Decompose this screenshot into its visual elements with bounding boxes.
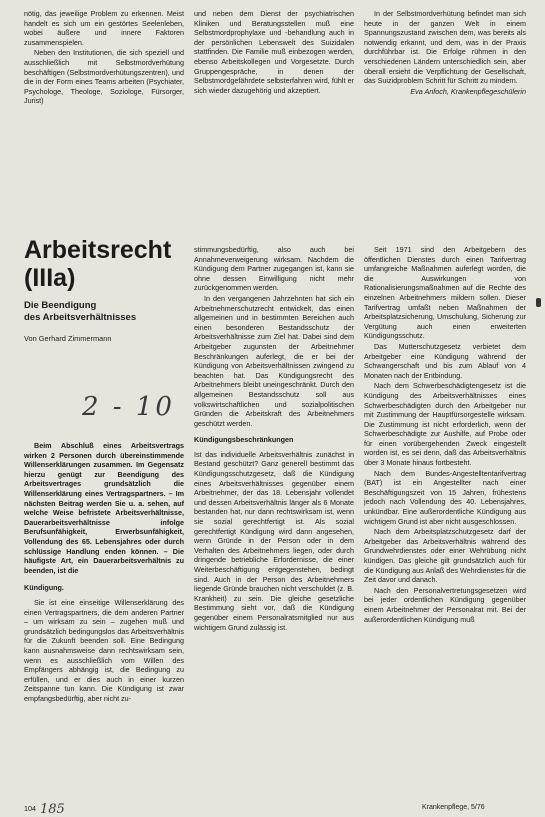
paragraph: Das Mutterschutzgesetz verbietet dem Arbeitgeber eine Kündigung während der Schwangerschaft und bis zum Ablauf von 4 Monaten nach der Entbindung. (364, 341, 526, 380)
top-column-3 (364, 9, 526, 159)
body-column-2 (194, 245, 354, 795)
article-header (24, 236, 189, 343)
paragraph: In der Selbstmordverhütung befindet man sich heute in der ganzen Welt in einem Spannungszustand zwischen dem, was bereits als notwendig erkannt, und dem, was in der Praxis durchführbar ist. Die Erfolge rühmen in den verschiedenen Ländern unterschiedlich sein, aber überall ersieht die Verpflichtung der Gesellschaft, das Suizidproblem Schritt für Schritt zu mindern. (364, 9, 526, 86)
article-title (24, 236, 189, 292)
article-lead (24, 441, 184, 593)
page-number: 104 (24, 804, 36, 813)
paragraph: Nach dem Schwerbeschädigtengesetz ist die Kündigung des Arbeitsverhältnisses eines Schwerbeschädigten durch den Arbeitgeber nur mit Zustimmung der Hauptfürsorgestelle wirksam. Die Zustimmung ist nicht erforderlich, wenn der Schwerbeschädigte zur Aushilfe, auf Probe oder für einen vorübergehenden Zweck eingestellt worden ist, es sei denn, daß das Arbeitsverhältnis über 3 Monate hinaus fortbesteht. (364, 381, 526, 468)
handwritten-annotation: 2 - 10 (82, 392, 175, 422)
lead-text: Beim Abschluß eines Arbeitsvertrags wirken 2 Personen durch übereinstimmende Willenserklärungen zusammen. Im Gegensatz hierzu genügt zur Beendigung des Arbeitsvertrages grundsätzlich die Willenserklärung eines Vertragspartners. – Im nächsten Beitrag werden Sie u. a. sehen, auf welche Weise befristete Arbeitsverhältnisse, Dauerarbeitsverhältnisse infolge Berufsunfähigkeit, Erwerbsunfähigkeit, Vollendung des 65. Lebensjahres oder durch schlüssige Handlung enden können. – Die häufigste Art, ein Dauerarbeitsverhältnis zu beenden, ist die (24, 441, 184, 575)
title-line: (IIIa) (24, 264, 76, 292)
paragraph: Neben den Institutionen, die sich speziell und ausschließlich mit Selbstmordverhütung beschäftigen (Selbstmordverhütungszentren), und die in der Form eines Teams arbeiten (Psychiater, Psychologe, Theologe, Soziologe, Fürsorger, Jurist) (24, 48, 184, 106)
paragraph: und neben dem Dienst der psychiatrischen Kliniken und Beratungsstellen muß eine Selbstmordprophylaxe und -behandlung auch in der persönlichen Lebenswelt des Suizidalen stattfinden. Die Familie muß einbezogen werden, ebenso Arbeitskollegen und Vorgesetzte. Durch Gruppengespräche, in denen der Selbstmordgefährdete selbsterfahren wird, fühlt er sich wieder dazugehörig und akzeptiert. (194, 9, 354, 95)
binder-hole-mark (536, 298, 541, 307)
paragraph: Nach dem Bundes-Angestelltentarifvertrag (BAT) ist ein Angestellter nach einer Beschäftigungszeit von 15 Jahren, frühestens jedoch nach Vollendung des 40. Lebensjahres, unkündbar. Eine außerordentliche Kündigung aus wichtigem Grund ist aber nicht ausgeschlossen. (364, 468, 526, 526)
body-column-3 (364, 245, 526, 795)
paragraph: In den vergangenen Jahrzehnten hat sich ein Arbeitnehmerschutzrecht entwickelt, das einen allgemeinen und in bestimmten Bereichen auch einen besonderen Bestandsschutz der Arbeitsverhältnisse zum Ziel hat. Dabei sind dem Arbeitgeber zugunsten der Arbeitnehmer Beschränkungen auferlegt, die er bei der Kündigung von Arbeitsverhältnissen zwingend zu beachten hat. Das Kündigungsrecht des Arbeitnehmers bleibt uneingeschränkt. Durch den allgemeinen Bestandsschutz soll aus volkswirtschaftlichen und sozialpolitischen Gründen die Arbeitskraft des Arbeitnehmers geschützt werden. (194, 293, 354, 428)
journal-reference: Krankenpflege, 5/76 (422, 804, 485, 811)
handwritten-page-number: 185 (40, 802, 65, 817)
paragraph: nötig, das jeweilige Problem zu erkennen. Meist handelt es sich um ein gestörtes Seelenleben, wobei äußere und innere Faktoren zusammenspielen. (24, 9, 184, 47)
body-column-1 (24, 598, 184, 796)
subtitle-line: des Arbeitsverhältnisses (24, 312, 137, 323)
subtitle-line: Die Beendigung (24, 300, 97, 311)
title-line: Arbeitsrecht (24, 236, 172, 264)
author-signature: Eva Anfoch, Krankenpflegeschülerin (410, 86, 526, 96)
section-heading: Kündigungsbeschränkungen (194, 435, 294, 445)
lead-keyword: Kündigung. (24, 583, 64, 593)
top-column-2 (194, 9, 354, 159)
article-subtitle (24, 300, 189, 324)
paragraph: Nach den Personalvertretungsgesetzen wird bei jeder ordentlichen Kündigung gegenüber einem Arbeitnehmer der Personalrat mit. Bei der außerordentlichen Kündigung muß (364, 585, 526, 624)
paragraph: Nach dem Arbeitsplatzschutzgesetz darf der Arbeitgeber das Arbeitsverhältnis während des Grundwehrdienstes oder einer Wehrübung nicht kündigen. Das gleiche gilt grundsätzlich auch für die Kündigung aus Anlaß des Wehrdienstes für die Zeit davor und danach. (364, 527, 526, 585)
top-column-1 (24, 9, 184, 159)
paragraph: Ist das individuelle Arbeitsverhältnis zunächst in Bestand geschützt? Ganz generell bestimmt das Kündigungsschutzgesetz, daß die Kündigung eines Arbeitsverhältnisses gegenüber einem Arbeitnehmer, der das 18. Lebensjahr vollendet und dessen Arbeitsverhältnis länger als 6 Monate bestanden hat, nur dann rechtswirksam ist, wenn sie sozial gerechtfertigt ist. Als sozial gerechtfertigt Kündigung wird dann angesehen, wenn Gründe in der Person oder in dem Verhalten des Arbeitnehmers liegen, oder durch dringende betriebliche Erfordernisse, die einer Weiterbeschäftigung entgegenstehen, bedingt sind. Auch in der Person des Arbeitnehmers liegende Gründe brauchen nicht verschuldet (z. B. Krankheit) zu sein. Die gleiche gesetzliche Bestimmung sieht vor, daß die Kündigung gegenüber einem Personalratsmitglied nur aus wichtigem Grund zulässig ist. (194, 449, 354, 632)
paragraph: Seit 1971 sind den Arbeitgebern des öffentlichen Dienstes durch einen Tarifvertrag umfangreiche Maßnahmen auferlegt worden, die die Auswirkungen von Rationalisierungsmaßnahmen auf die Rechte des einzelnen Arbeitnehmers mildern sollen. Dieser Tarifvertrag umfaßt neben Maßnahmen der Arbeitsplatzsicherung, Umschulung, Sicherung zur Vergütung auch einen erweiterten Kündigungsschutz. (364, 245, 526, 341)
paragraph: Sie ist eine einseitige Willenserklärung des einen Vertragspartners, die dem anderen Partner – um wirksam zu sein – zugehen muß und grundsätzlich bedingungslos das Arbeitsverhältnis für die Zukunft beenden soll. Eine Bedingung kann ausnahmsweise dann rechtswirksam sein, wenn es ausschließlich vom Willen des Empfängers abhängig ist, die Bedingung zu erfüllen, und er dies auch in einer kurzen Zeitspanne tun kann. Die Kündigung ist zwar empfangsbedürftig, aber nicht zu- (24, 598, 184, 703)
paragraph: stimmungsbedürftig, also auch bei Annahmeverweigerung wirksam. Nachdem die Kündigung dem Partner zugegangen ist, kann sie ohne dessen Einwilligung nicht mehr zurückgenommen werden. (194, 245, 354, 293)
article-author: Von Gerhard Zimmermann (24, 334, 112, 343)
